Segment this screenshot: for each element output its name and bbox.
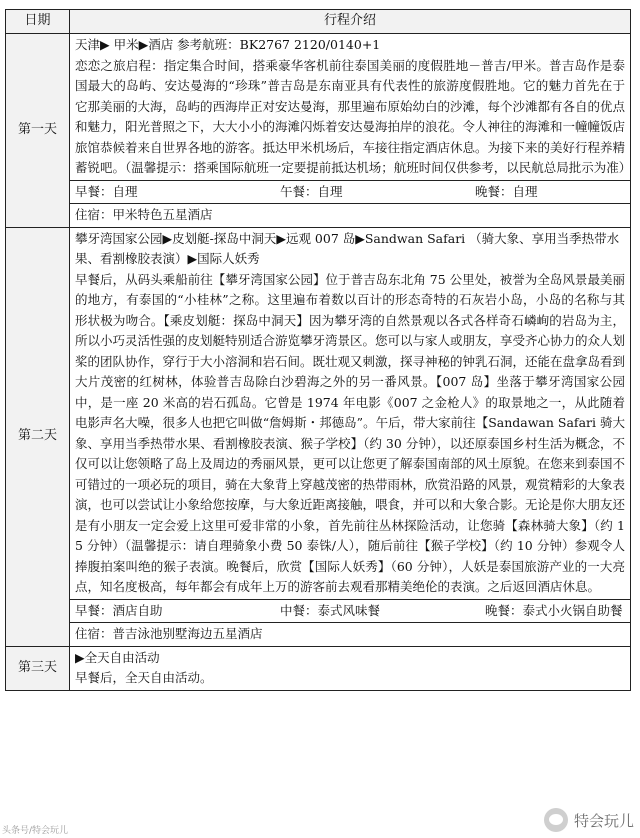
breakfast-text: 早餐：自理 <box>75 183 138 199</box>
hotel-row <box>6 204 631 228</box>
meals-row <box>6 599 631 623</box>
day-content <box>70 34 631 181</box>
hotel-row <box>6 623 631 647</box>
dinner-text: 晚餐：自理 <box>475 183 538 199</box>
day-label: 第一天 <box>6 34 70 228</box>
day-row <box>6 646 631 690</box>
itinerary-header: 行程介绍 <box>70 10 631 34</box>
route-line: 攀牙湾国家公园▶皮划艇-探岛中洞天▶远观 007 岛▶Sandwan Safari （骑大象、享用当季热带水果、看割橡胶表演）▶国际人妖秀 <box>75 230 620 266</box>
day-row <box>6 227 631 599</box>
day-description: 恋恋之旅启程：指定集合时间，搭乘豪华客机前往泰国美丽的度假胜地－普吉/甲米。普吉岛作是泰国最大的岛屿、安达曼海的“珍珠”普吉岛是东南亚具有代表性的旅游度假胜地。它的魅力首先在于它那美丽的大海，岛屿的西海岸正对安达曼海，那里遍布原始幼白的沙滩，每个沙滩都有各自的优点和魅力，阳光普照之下，大大小小的海滩闪烁着安达曼海拍岸的浪花。令人神往的海滩和一幢幢饭店旅馆恭候着来自世界各地的游客。抵达甲米机场后，车接往指定酒店休息。为接下来的美好行程养精蓄锐吧。（温馨提示：搭乘国际航班一定要提前抵达机场；航班时间仅供参考，以民航总局批示为准） <box>75 57 632 175</box>
corner-watermark: 头条号/特会玩儿 <box>2 826 69 836</box>
day-description: 早餐后，全天自由活动。 <box>75 670 213 685</box>
dinner-text: 晚餐：泰式小火锅自助餐 <box>485 602 623 618</box>
day-content <box>70 646 631 690</box>
wechat-icon <box>544 808 568 832</box>
lunch-text: 中餐：泰式风味餐 <box>280 602 381 618</box>
day-label: 第二天 <box>6 227 70 646</box>
day-row <box>6 34 631 181</box>
lunch-text: 午餐：自理 <box>280 183 343 199</box>
hotel-cell: 住宿：甲米特色五星酒店 <box>70 204 631 228</box>
itinerary-page <box>5 9 630 691</box>
breakfast-text: 早餐：酒店自助 <box>75 602 163 618</box>
meals-cell <box>70 599 631 623</box>
itinerary-table <box>5 9 631 691</box>
watermark-text: 特会玩儿 <box>573 811 634 830</box>
date-header: 日期 <box>6 10 70 34</box>
meals-row <box>6 180 631 204</box>
route-line: 天津▶ 甲米▶酒店 参考航班：BK2767 2120/0140+1 <box>75 37 381 52</box>
header-row <box>6 10 631 34</box>
day-description: 早餐后，从码头乘船前往【攀牙湾国家公园】位于普吉岛东北角 75 公里处，被誉为全岛风景最美丽的地方，有泰国的“小桂林”之称。这里遍布着数以百计的形态奇特的石灰岩小岛，小岛的名称与其形状极为吻合。【乘皮划艇：探岛中洞天】因为攀牙湾的自然景观以各式各样奇石嶙峋的岩岛为主，所以小巧灵活性强的皮划艇特别适合游览攀牙湾景区。您可以与家人或朋友，享受齐心协力的众人划桨的团队协作，穿行于大小溶洞和岩石间。既壮观又刺激，探寻神秘的钟乳石洞，还能在盘拿岛看到大片茂密的红树林，体验普吉岛除白沙碧海之外的另一番风景。【007 岛】坐落于攀牙湾国家公园中，是一座 20 米高的岩石孤岛。它曾是 1974 年电影《007 之金枪人》的取景地之一，从此随着电影声名大噪，很多人也把它叫做“詹姆斯・邦德岛”。午后，带大家前往【Sandawan Safari 骑大象、享用当季热带水果、看割橡胶表演、猴子学校】（约 30 分钟），以还原泰国乡村生活为概念，不仅可以让您领略了岛上及周边的秀丽风景，更可以让您更了解泰国南部的风土原貌。在您来到泰国不可错过的一项必玩的项目，骑在大象背上穿越茂密的热带雨林，欣赏沿路的风景，观赏精彩的大象表演，也可以尝试让小象给您按摩，与大象近距离接触，喂食，并可以和大象合影。无论是你大朋友还是有小朋友一定会爱上这里可爱非常的小象，首先前往丛林探险活动，让您骑【森林骑大象】（约 15 分钟）（温馨提示：请自理骑象小费 50 泰铢/人），随后前往【猴子学校】（约 10 分钟）参观令人捧腹拍案叫绝的猴子表演。晚餐后，欣赏【国际人妖秀】（60 分钟），人妖是泰国旅游产业的一大亮点，知名度极高，每年都会有成年上万的游客前去观看那精美绝伦的表演。之后返回酒店休息。 <box>75 271 626 594</box>
day-label: 第三天 <box>6 646 70 690</box>
route-line: ▶全天自由活动 <box>75 649 160 665</box>
hotel-cell: 住宿：普吉泳池别墅海边五星酒店 <box>70 623 631 647</box>
meals-cell <box>70 180 631 204</box>
day-content <box>70 227 631 599</box>
watermark <box>544 808 634 832</box>
